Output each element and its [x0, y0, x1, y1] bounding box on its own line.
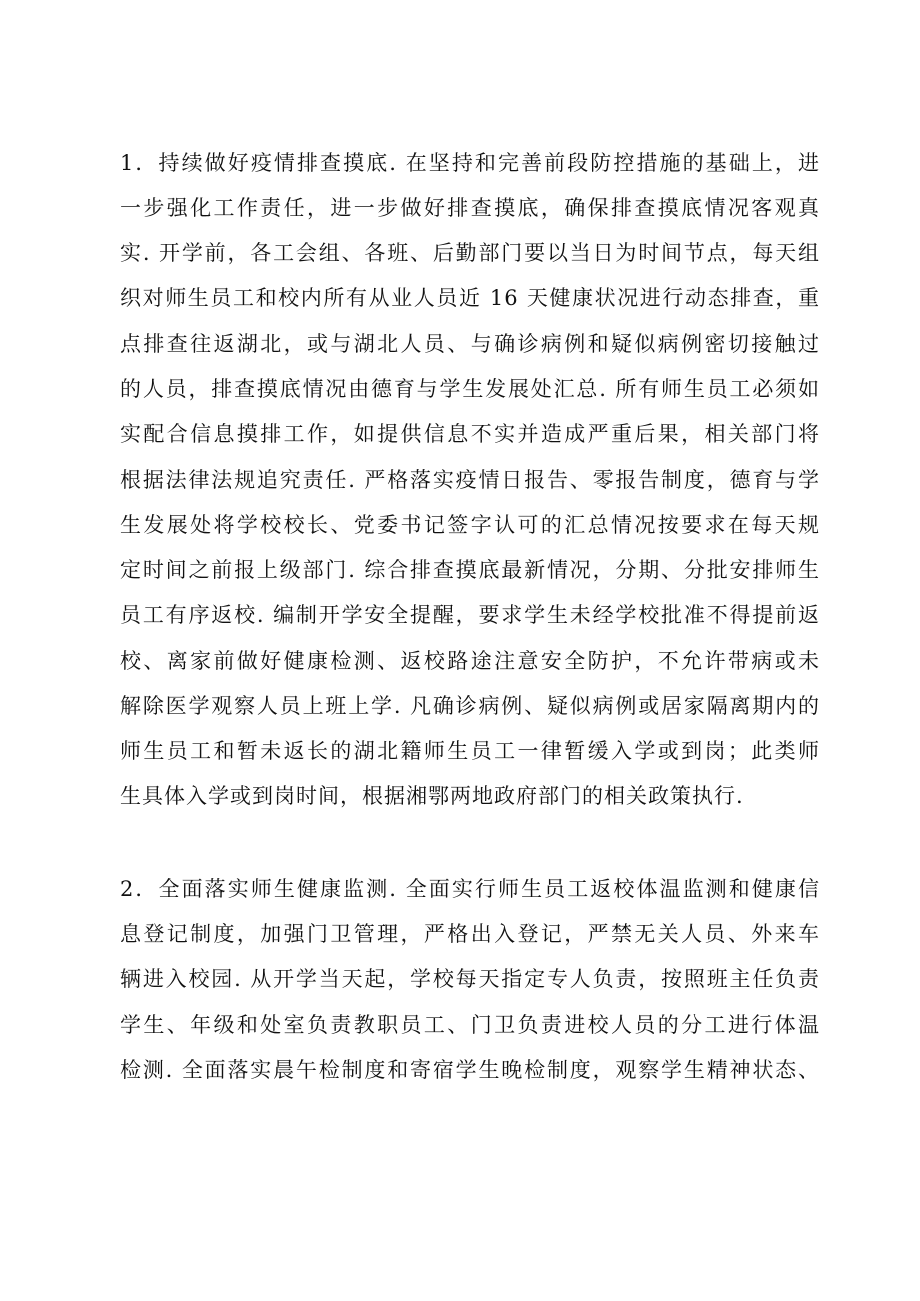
text-line: 校、离家前做好健康检测、返校路途注意安全防护，不允许带病或未	[120, 649, 820, 673]
text-line: 1．持续做好疫情排查摸底. 在坚持和完善前段防控措施的基础上，进	[120, 151, 820, 175]
text-line: 点排查往返湖北，或与湖北人员、与确诊病例和疑似病例密切接触过	[120, 332, 820, 356]
text-line: 织对师生员工和校内所有从业人员近 16 天健康状况进行动态排查，重	[120, 286, 820, 310]
text-line: 根据法律法规追究责任. 严格落实疫情日报告、零报告制度，德育与学	[120, 468, 820, 492]
text-line: 2．全面落实师生健康监测. 全面实行师生员工返校体温监测和健康信	[120, 877, 820, 901]
text-line: 学生、年级和处室负责教职员工、门卫负责进校人员的分工进行体温	[120, 1013, 820, 1037]
text-line: 实. 开学前，各工会组、各班、后勤部门要以当日为时间节点，每天组	[120, 241, 820, 265]
text-line: 息登记制度，加强门卫管理，严格出入登记，严禁无关人员、外来车	[120, 922, 820, 946]
text-line: 辆进入校园. 从开学当天起，学校每天指定专人负责，按照班主任负责	[120, 967, 820, 991]
text-line: 师生员工和暂未返长的湖北籍师生员工一律暂缓入学或到岗；此类师	[120, 739, 820, 763]
text-line: 生具体入学或到岗时间，根据湘鄂两地政府部门的相关政策执行.	[120, 784, 744, 808]
text-line: 员工有序返校. 编制开学安全提醒，要求学生未经学校批准不得提前返	[120, 603, 820, 627]
text-line: 实配合信息摸排工作，如提供信息不实并造成严重后果，相关部门将	[120, 422, 820, 446]
text-line: 一步强化工作责任，进一步做好排查摸底，确保排查摸底情况客观真	[120, 196, 820, 220]
text-line: 生发展处将学校校长、党委书记签字认可的汇总情况按要求在每天规	[120, 513, 820, 537]
text-line: 定时间之前报上级部门. 综合排查摸底最新情况，分期、分批安排师生	[120, 558, 820, 582]
text-line: 解除医学观察人员上班上学. 凡确诊病例、疑似病例或居家隔离期内的	[120, 694, 820, 718]
text-line: 的人员，排查摸底情况由德育与学生发展处汇总. 所有师生员工必须如	[120, 377, 820, 401]
text-line: 检测. 全面落实晨午检制度和寄宿学生晚检制度，观察学生精神状态、	[120, 1058, 820, 1082]
